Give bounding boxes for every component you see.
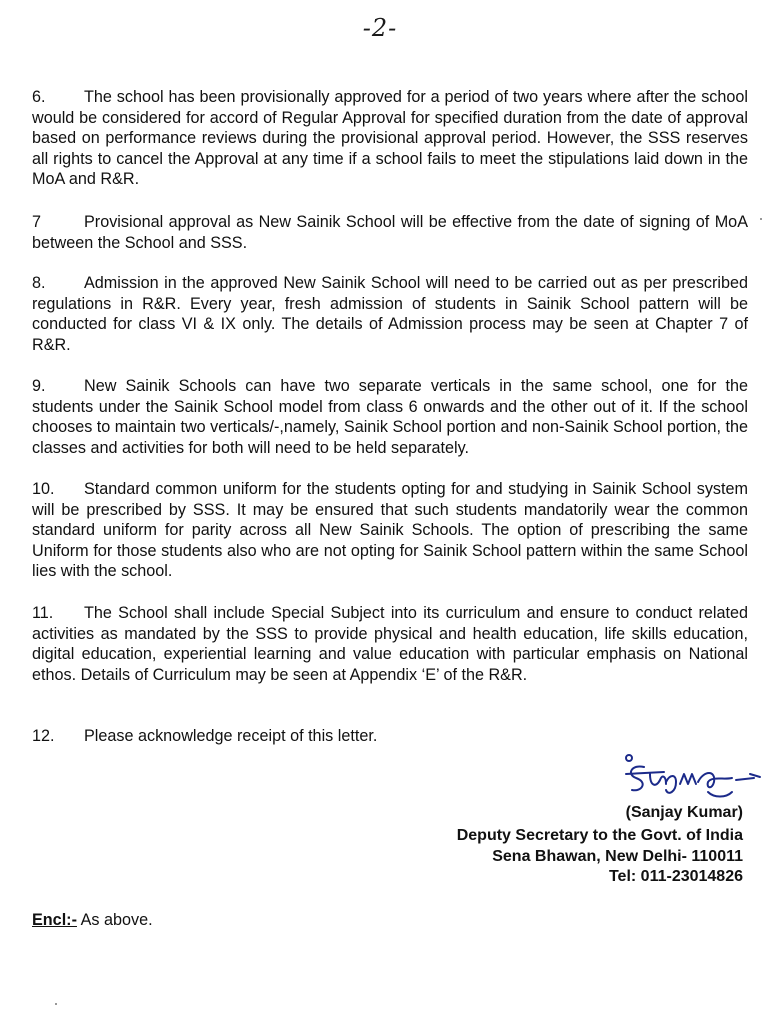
paragraph-number: 10.	[32, 480, 55, 498]
paragraph-text: Admission in the approved New Sainik School will need to be carried out as per prescribed regulations in R&R. Every year, fresh admission of students in Sainik School pattern will be conducted for class VI & IX only. The details of Admission process may be seen at Chapter 7 of R&R.	[32, 274, 748, 354]
paragraph-number: 11.	[32, 604, 54, 622]
scan-speck	[55, 1003, 57, 1005]
paragraph-6	[32, 87, 748, 190]
signatory-designation: Deputy Secretary to the Govt. of India	[456, 827, 743, 844]
enclosure-text: As above.	[80, 911, 153, 929]
paragraph-text: Provisional approval as New Sainik School will be effective from the date of signing of MoA between the School and SSS.	[32, 213, 748, 252]
handwritten-signature	[604, 752, 774, 804]
paragraph-7	[32, 212, 748, 253]
paragraph-10	[32, 479, 748, 582]
paragraph-12	[32, 726, 748, 747]
paragraph-text: Please acknowledge receipt of this letter.	[84, 727, 378, 745]
paragraph-11	[32, 603, 748, 685]
paragraph-number: 7	[32, 213, 42, 231]
paragraph-8	[32, 273, 748, 355]
signatory-address: Sena Bhawan, New Delhi- 110011	[492, 848, 743, 865]
paragraph-9	[32, 376, 748, 458]
paragraph-number: 8.	[32, 274, 46, 292]
paragraph-text: New Sainik Schools can have two separate verticals in the same school, one for the students under the Sainik School model from class 6 onwards and the other out of it. If the school chooses to maintain two verticals/-,namely, Sainik School portion and non-Sainik School portion, the classes and activities for both will need to be held separately.	[32, 377, 748, 457]
paragraph-number: 12.	[32, 727, 55, 745]
signatory-name: (Sanjay Kumar)	[625, 804, 743, 821]
scan-speck	[760, 218, 762, 220]
paragraph-text: Standard common uniform for the students opting for and studying in Sainik School system will be prescribed by SSS. It may be ensured that such students mandatorily wear the common standard uniform for parity across all New Sainik Schools. The option of prescribing the same Uniform for those students also who are not opting for Sainik School pattern within the same School lies with the school.	[32, 480, 748, 580]
page-number: -2-	[362, 14, 398, 42]
enclosure-note	[32, 911, 153, 930]
enclosure-label: Encl:-	[32, 911, 77, 929]
paragraph-number: 9.	[32, 377, 46, 395]
paragraph-text: The School shall include Special Subject into its curriculum and ensure to conduct related activities as mandated by the SSS to provide physical and health education, life skills education, digital education, experiential learning and value education with particular emphasis on National ethos. Details of Curriculum may be seen at Appendix ‘E’ of the R&R.	[32, 604, 748, 684]
paragraph-number: 6.	[32, 88, 46, 106]
paragraph-text: The school has been provisionally approved for a period of two years where after the school would be considered for accord of Regular Approval for specified duration from the date of approval based on performance reviews during the provisional approval period. However, the SSS reserves all rights to cancel the Approval at any time if a school fails to meet the stipulations laid down in the MoA and R&R.	[32, 88, 748, 188]
signatory-phone: Tel: 011-23014826	[608, 868, 743, 885]
